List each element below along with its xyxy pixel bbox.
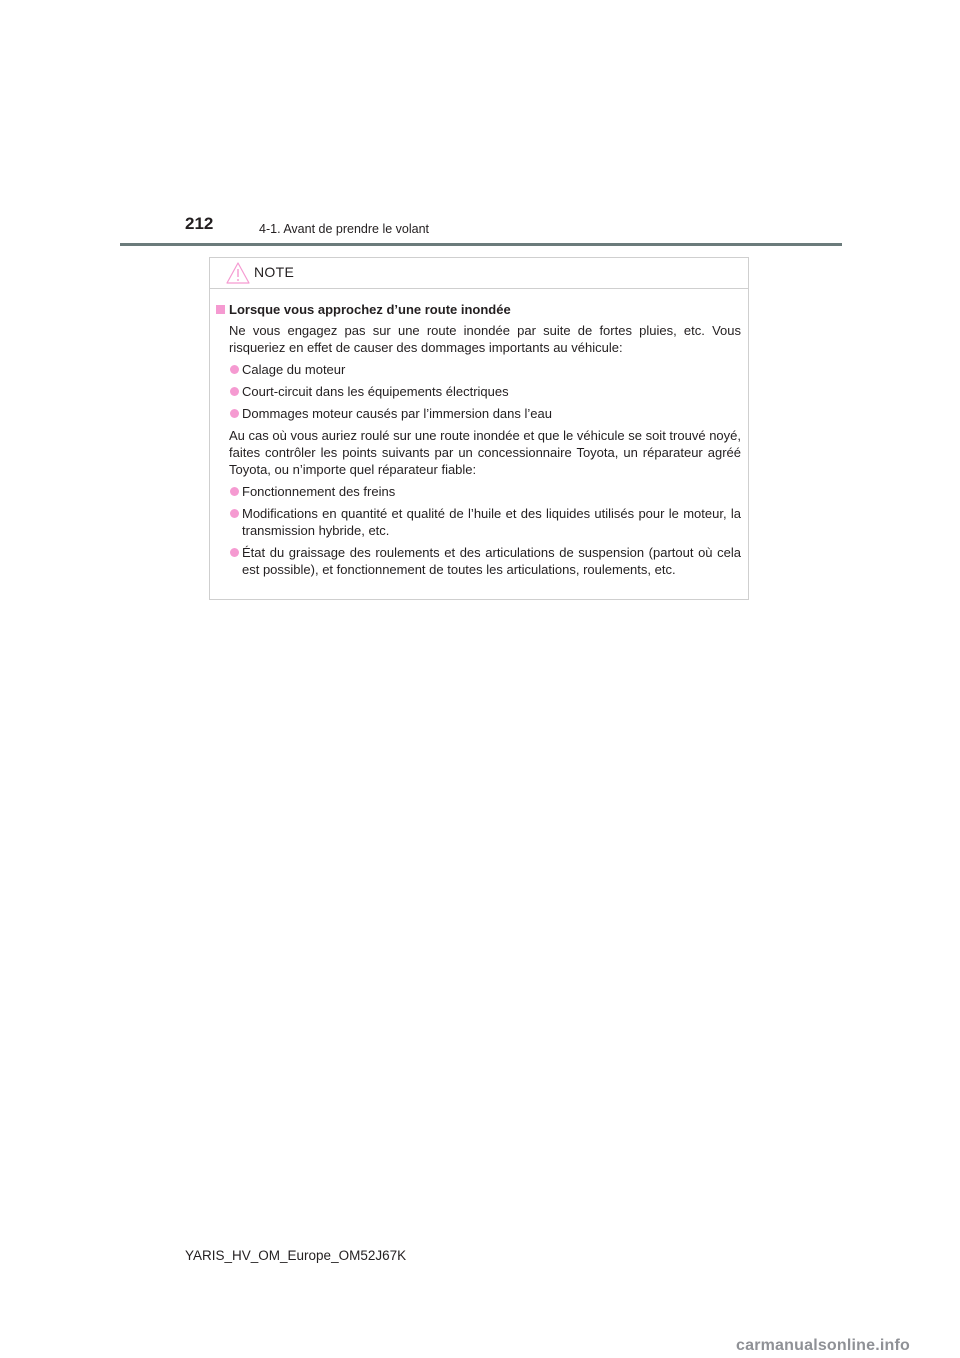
list-item-text: Court-circuit dans les équipements électriques — [242, 384, 509, 399]
note-body — [210, 289, 748, 578]
note-header — [210, 258, 748, 289]
list-item — [216, 483, 741, 500]
watermark-text: carmanualsonline.info — [736, 1337, 911, 1354]
dot-bullet-icon — [230, 487, 239, 496]
note-box — [209, 257, 749, 600]
section-title: 4-1. Avant de prendre le volant — [259, 222, 430, 236]
footer-doc-code: YARIS_HV_OM_Europe_OM52J67K — [185, 1248, 407, 1263]
dot-bullet-icon — [230, 409, 239, 418]
subheading-text: Lorsque vous approchez d’une route inondée — [229, 302, 511, 317]
header-rule — [120, 243, 842, 246]
after-paragraph: Au cas où vous auriez roulé sur une route inondée et que le véhicule se soit trouvé noyé, faites contrôler les points suivants par un concessionnaire Toyota, un réparateur agréé Toyota, ou n’importe quel réparateur fiable: — [229, 428, 741, 477]
list-item — [216, 383, 741, 400]
page-number: 212 — [185, 214, 214, 233]
note-label: NOTE — [254, 264, 295, 280]
note-subheading — [216, 301, 741, 318]
list-item-text: Modifications en quantité et qualité de l’huile et des liquides utilisés pour le moteur, la transmission hybride, etc. — [242, 506, 741, 538]
dot-bullet-icon — [230, 509, 239, 518]
list-item-text: Calage du moteur — [242, 362, 346, 377]
list-item-text: État du graissage des roulements et des articulations de suspension (partout où cela est possible), et fonctionnement de toutes les articulations, roulements, etc. — [242, 545, 741, 577]
list-item-text: Fonctionnement des freins — [242, 484, 396, 499]
list-item — [216, 361, 741, 378]
list-item — [216, 505, 741, 539]
dot-bullet-icon — [230, 387, 239, 396]
dot-bullet-icon — [230, 365, 239, 374]
list-item — [216, 544, 741, 578]
intro-paragraph: Ne vous engagez pas sur une route inondée par suite de fortes pluies, etc. Vous risqueriez en effet de causer des dommages importants au véhicule: — [229, 323, 741, 355]
list-item — [216, 405, 741, 422]
square-bullet-icon — [216, 305, 225, 314]
dot-bullet-icon — [230, 548, 239, 557]
list-item-text: Dommages moteur causés par l’immersion dans l’eau — [242, 406, 552, 421]
warning-triangle-icon — [225, 261, 251, 285]
